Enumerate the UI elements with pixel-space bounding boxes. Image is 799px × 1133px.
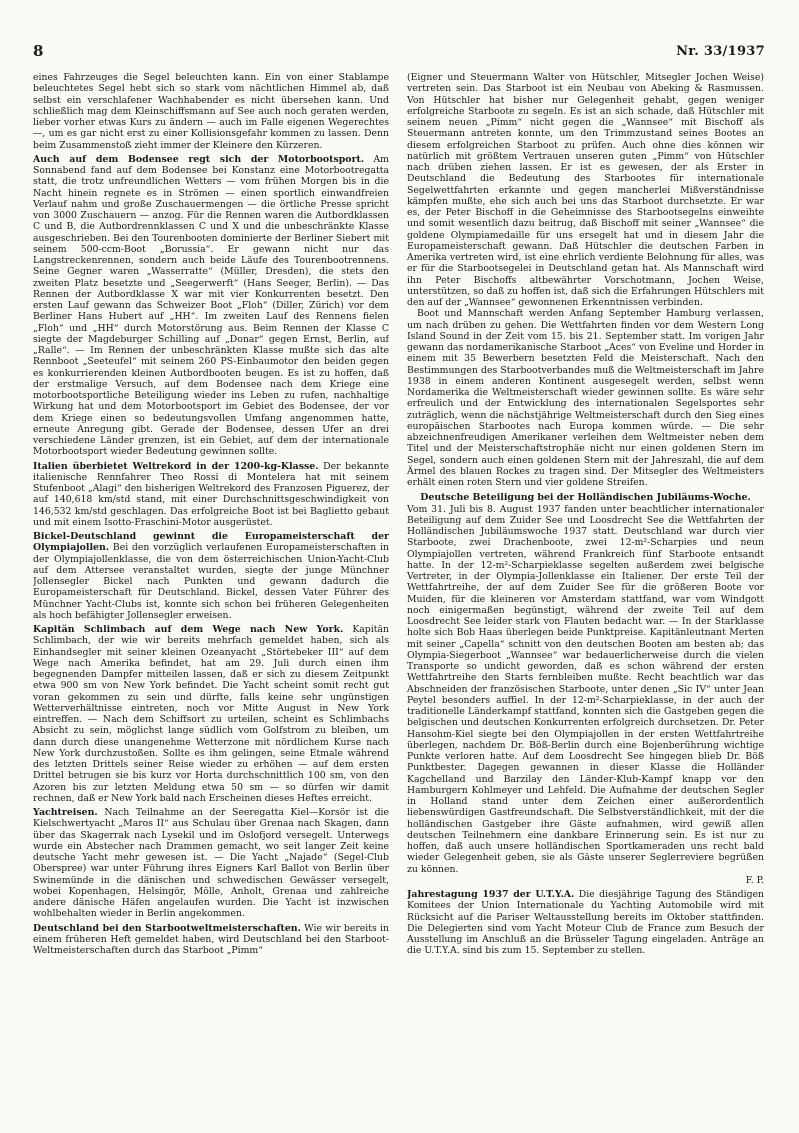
article-yachtreisen-text: Nach Teilnahme an der Seeregatta Kiel—Korsör ist die Kielschwertyacht „Maros II“ aus Schulau über Grenaa nach Skagen, dann über das Skagerrak nach Lysekil und im Oslofjord versegelt. Unterwegs wurde ein Abstecher nach Drammen gemacht, wo seit langer Zeit keine deutsche Yacht mehr gewesen ist. — Die Yacht „Najade“ (Segel-Club Oberspree) war unter Führung ihres Eigners Karl Ballot von Berlin über Swinemünde in die dänischen und schwedischen Gewässer versegelt, wobei Kopenhagen, Helsingör, Mölle, Anholt, Grenaa und zahlreiche andere dänische Häfen angelaufen wurden. Die Yacht ist inzwischen wohlbehalten wieder in Berlin angekommen. <box>33 807 389 920</box>
article-jubilaeum-text: Vom 31. Juli bis 8. August 1937 fanden unter beachtlicher internationaler Beteiligung auf dem Zuider See und Loosdrecht See die Wettfahrten der Holländischen Jubiläumswoche 1937 statt. Deutschland war durch vier Starboote, zwei Drachenboote, zwei 12-m²-Scharpies und neun Olympiajollen vertreten, während Frankreich fünf Starboote entsandt hatte. In der 12-m²-Scharpieklasse segelten außerdem zwei belgische Vertreter, in der Olympia-Jollenklasse ein Italiener. Der erste Teil der Wettfahrtreihe, der auf dem Zuider See für die größeren Boote vor Muiden, für die kleineren vor Amsterdam stattfand, war vom Windgott noch einigermaßen begünstigt, während der zweite Teil auf dem Loosdrecht See leider stark von Flauten bedacht war. — In der Starklasse holte sich Bob Haas überlegen beide Punktpreise. Kapitänleutnant Merten mit seiner „Capella“ schnitt von den deutschen Booten am besten ab; das Olympia-Siegerboot „Wannsee“ war bedauerlicherweise durch die vielen Transporte so undicht geworden, daß es schon während der ersten Wettfahrtreihe den Starts fernbleiben mußte. Recht beachtlich war das Abschneiden der französischen Starboote, unter denen „Sic IV“ unter Jean Peytel besonders auffiel. In der 12-m²-Scharpieklasse, in der auch der traditionelle Länderkampf stattfand, konnten sich die Gastgeben gegen die belgischen und deutschen Konkurrenten erfolgreich durchsetzen. Dr. Peter Hansohm-Kiel siegte bei den Olympiajollen in der ersten Wettfahrtreihe überlegen, nachdem Dr. Böß-Berlin durch eine Bojenberührung wichtige Punkte verloren hatte. Auf dem Loosdrecht See hingegen blieb Dr. Böß Punktbester. Dagegen gewannen in dieser Klasse die Holländer Kagchelland und Barzilay den Länder-Klub-Kampf knapp vor den Hamburgern Kohlmeyer und Lehfeld. Die Aufnahme der deutschen Segler in Holland stand unter dem Zeichen einer außerordentlich liebenswürdigen Gastfreundschaft. Die Selbstverständlichkeit, mit der die holländischen Gastgeber ihre Gäste aufnahmen, wird gewiß allen deutschen Teilnehmern eine dankbare Erinnerung sein. Es ist nur zu hoffen, daß auch unsere holländischen Sportkameraden uns recht bald wieder Gelegenheit geben, sie als Gäste unserer Seglerreviere begrüßen zu können. <box>407 503 764 875</box>
page-number: 8 <box>33 42 44 60</box>
article-utya-title: Jahrestagung 1937 der U.T.Y.A. <box>407 889 575 900</box>
article-schlimbach-title: Kapitän Schlimbach auf dem Wege nach New York. <box>33 624 344 635</box>
article-starboot-title: Deutschland bei den Starbootweltmeisterschaften. <box>33 922 301 934</box>
issue-number: Nr. 33/1937 <box>676 44 765 59</box>
article-jubilaeum-title: Deutsche Beteiligung bei der Holländischen Jubiläums-Woche. <box>420 492 751 504</box>
article-utya-text: Die diesjährige Tagung des Ständigen Komitees der Union Internationale du Yachting Automobile wird mit Rücksicht auf die Pariser Weltausstellung bereits im Oktober stattfinden. Die Delegierten sind vom Yacht Moteur Club de France zum Besuch der Ausstellung im Anschluß an die Brüsseler Tagung eingeladen. Anträge an die U.T.Y.A. sind bis zum 15. September zu stellen. <box>407 889 764 957</box>
author-signature: F. P. <box>745 874 764 886</box>
boot-mannschaft-paragraph: Boot und Mannschaft werden Anfang September Hamburg verlassen, um nach drüben zu gehen. Die Wettfahrten finden vor dem Western Long Island Sound in der Zeit vom 15. bis 21. September statt. Im vorigen Jahr gewann das nordamerikanische Starboot „Aces“ von Eveline und Horder in einem mit 35 Bewerbern besetzten Feld die Meisterschaft. Nach den Bestimmungen des Starbootverbandes muß die Weltmeisterschaft im Jahre 1938 in einem anderen Kontinent ausgesegelt werden, selbst wenn Nordamerika die Weltmeisterschaft wieder gewinnen sollte. Es wäre sehr erfreulich und der Entwicklung des internationalen Segelsportes sehr zuträglich, wenn die nächstjährige Weltmeisterschaft durch den Sieg eines europäischen Starbootes nach Europa kommen würde. — Die sehr abzeichnenfreudigen Amerikaner verleihen dem Weltmeister neben dem Titel und der Meisterschaftstrophäe nicht nur einen goldenen Stern im Segel, sondern auch einen goldenen Stern mit der Jahreszahl, die auf dem Ärmel des blauen Rockes zu tragen sind. Der Mitsegler des Weltmeisters erhält einen roten Stern und vier goldene Streifen. <box>407 308 764 488</box>
article-bodensee-title: Auch auf dem Bodensee regt sich der Motorbootsport. <box>33 153 365 165</box>
article-bickel-title: Bickel-Deutschland gewinnt die Europameisterschaft der Olympiajollen. <box>33 531 389 554</box>
article-weltrekord-title: Italien überbietet Weltrekord in der 1200-kg-Klasse. <box>33 460 319 472</box>
starboot-continuation: (Eigner und Steuermann Walter von Hütschler, Mitsegler Jochen Weise) vertreten sein. Das Starboot ist ein Neubau von Abeking & Rasmussen. Von Hütschler hat bisher nur Gelegenheit gehabt, gegen weniger erfolgreiche Starboote zu segeln. Es ist an sich schade, daß Hütschler mit seinem neuen „Pimm“ nicht gegen die „Wannsee“ mit Bischoff als Steuermann antreten konnte, um den Trimmzustand seines Bootes an diesem erfolgreichen Starboot zu prüfen. Auch ohne dies können wir natürlich mit größtem Vertrauen unseren guten „Pimm“ von Hütschler nach drüben ziehen lassen. Er ist es gewesen, der als Erster in Deutschland die Bedeutung des Starbootes für internationale Segelwettfahrten erkannte und gegen mancherlei Mißverständnisse kämpfen mußte, ehe sich auch bei uns das Starboot durchsetzte. Er war es, der Peter Bischoff in die Geheimnisse des Starbootsegelns einweihte und somit wesentlich dazu beitrug, daß Bischoff mit seiner „Wannsee“ die goldene Olympiamedaille für uns ersegelt hat und in diesem Jahr die Europameisterschaft gewann. Daß Hütschler die deutschen Farben in Amerika vertreten wird, ist eine ehrlich verdiente Belohnung für alles, was er für die Starbootsegelei in Deutschland getan hat. Als Mannschaft wird ihn Peter Bischoffs altbewährter Vorschotmann, Jochen Weise, unterstützen, so daß zu hoffen ist, daß sich die Erfahrungen Hütschlers mit den auf der „Wannsee“ gewonnenen Erkenntnissen verbinden. <box>407 72 764 308</box>
article-bodensee-text: Am Sonnabend fand auf dem Bodensee bei Konstanz eine Motorbootregatta statt, die trotz unfreundlichen Wetters — vom frühen Morgen bis in die Nacht hinein regnete es in Strömen — einen sportlich einwandfreien Verlauf nahm und große Zuschauermengen — die örtliche Presse spricht von 3000 Zuschauern — anzog. Für die Rennen waren die Autbordklassen C und B, die Autbordrennklassen C und X und die unbeschränkte Klasse ausgeschrieben. Bei den Tourenbooten dominierte der Berliner Siebert mit seinem 500-ccm-Boot „Borussia“. Er gewann nicht nur das Langstreckenrennen, sondern auch beide Läufe des Tourenbootrennens. Seine Gegner waren „Wasserratte“ (Müller, Dresden), die stets den zweiten Platz besetzte und „Seegerwerft“ (Hans Seeger, Berlin). — Das Rennen der Autbordklasse X war mit vier Konkurrenten besetzt. Den ersten Lauf gewann das Schweizer Boot „Floh“ (Diller, Zürich) vor dem Berliner Hans Hubert auf „HH“. Im zweiten Lauf des Rennens fielen „Floh“ und „HH“ durch Motorstörung aus. Beim Rennen der Klasse C siegte der Magdeburger Schilling auf „Donar“ gegen Ernst, Berlin, auf „Ralle“. — Im Rennen der unbeschränkten Klasse mußte sich das alte Rennboot „Seeteufel“ mit seinem 260 PS-Einbaumotor den beiden gegen es konkurrierenden kleinen Autbordbooten beugen. Es ist zu hoffen, daß der erstmalige Versuch, auf dem Bodensee nach dem Kriege eine motorbootsportliche Beteiligung wieder ins Leben zu rufen, nachhaltige Wirkung hat und dem Motorbootsport im Gebiet des Bodensee, der vor dem Kriege einen so bedeutungsvollen Umfang angenommen hatte, erneute Anregung gibt. Gerade der Bodensee, dessen Ufer an drei verschiedene Länder grenzen, ist ein Gebiet, auf dem der internationale Motorbootsport wieder Bedeutung gewinnen sollte. <box>33 153 389 458</box>
intro-paragraph: eines Fahrzeuges die Segel beleuchten kann. Ein von einer Stablampe beleuchtetes Segel hebt sich so stark vom nächtlichen Himmel ab, daß selbst ein verschlafener Wachhabender es nicht übersehen kann. Und schließlich mag dem Kleinschiffsmann auf See auch noch geraten werden, lieber vorher etwas Kurs zu ändern — auch im Falle eigenen Wegerechtes —, um es gar nicht erst zu einer Kollisionsgefahr kommen zu lassen. Denn beim Zusammenstoß zieht immer der Kleinere den Kürzeren. <box>33 72 389 151</box>
article-starboot-text: Wie wir bereits in einem früheren Heft gemeldet haben, wird Deutschland bei den Starboot-Weltmeisterschaften durch das Starboot „Pimm“ <box>33 922 389 956</box>
article-schlimbach-text: Kapitän Schlimbach, der wie wir bereits mehrfach gemeldet haben, sich als Einhandsegler mit seiner kleinen Ozeanyacht „Störtebeker III“ auf dem Wege nach Amerika befindet, hat am 29. Juli durch einen ihm begegnenden Dampfer mitteilen lassen, daß er sich zu diesem Zeitpunkt etwa 900 sm von New York befindet. Die Yacht scheint somit recht gut voran gekommen zu sein und dürfte, falls keine sehr ungünstigen Wetterverhältnisse eintreten, noch vor Mitte August in New York eintreffen. — Nach dem Schiffsort zu urteilen, scheint es Schlimbachs Absicht zu sein, möglichst lange südlich vom Golfstrom zu bleiben, um dann durch diese unangenehme Wetterzone mit nördlichem Kurse nach New York durchzustoßen. Sollte es ihm gelingen, seine Etmale während des letzten Drittels seiner Reise wieder zu erhöhen — auf dem ersten Drittel betrugen sie bis kurz vor Horta durchschnittlich 100 sm, von den Azoren bis zur letzten Meldung etwa 50 sm — so dürfen wir damit rechnen, daß er New York bald nach Erscheinen dieses Heftes erreicht. <box>33 624 389 804</box>
right-column <box>407 72 764 1112</box>
article-yachtreisen-title: Yachtreisen. <box>33 807 98 818</box>
article-bickel-text: Bei den vorzüglich verlaufenen Europameisterschaften in der Olympiajollenklasse, die von dem österreichischen Union-Yacht-Club auf dem Attersee veranstaltet wurden, siegte der junge Münchner Jollensegler Bickel nach Punkten und gewann dadurch die Europameisterschaft für Deutschland. Bickel, dessen Vater Führer des Münchner Yacht-Clubs ist, konnte sich schon bei früheren Gelegenheiten als hoch befähigter Jollensegler erweisen. <box>33 542 389 621</box>
left-column <box>33 72 389 1112</box>
article-weltrekord-text: Der bekannte italienische Rennfahrer Theo Rossi di Montelera hat mit seinem Stufenboot „Alagi“ den bisherigen Weltrekord des Franzosen Piguerez, der auf 140,618 km/std stand, mit einer Durchschnittsgeschwindigkeit von 146,532 km/std geschlagen. Das erfolgreiche Boot ist bei Baglietto gebaut und mit einem Isotto-Fraschini-Motor ausgerüstet. <box>33 460 389 528</box>
